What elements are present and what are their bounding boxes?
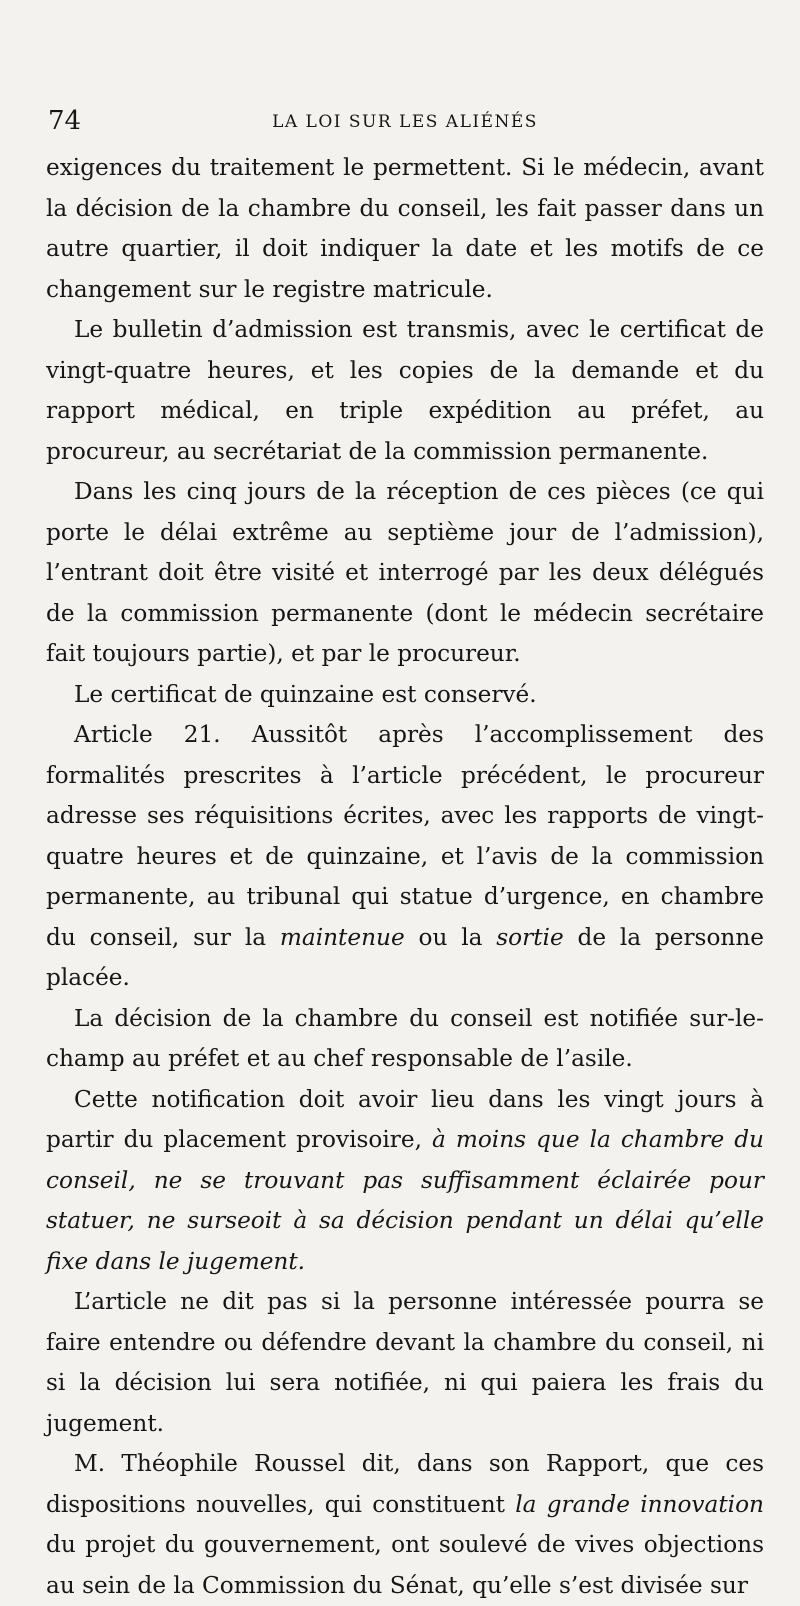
body-text xyxy=(46,148,764,1606)
paragraph xyxy=(46,310,764,472)
text-run: Le bulletin d’admission est transmis, avec le certificat de vingt-quatre heures, et les copies de la demande et du rapport médical, en triple expédition au préfet, au procureur, au secrétariat de la commission permanente. xyxy=(46,316,764,465)
paragraph xyxy=(46,1282,764,1444)
paragraph xyxy=(46,472,764,675)
text-run: Dans les cinq jours de la réception de ces pièces (ce qui porte le délai extrême au septième jour de l’admission), l’entrant doit être visité et interrogé par les deux délégués de la commission permanente (dont le médecin secrétaire fait toujours partie), et par le procureur. xyxy=(46,478,764,667)
paragraph xyxy=(46,675,764,716)
text-run: ou la xyxy=(404,923,497,951)
paragraph xyxy=(46,999,764,1080)
text-run: M. Théophile Roussel dit, dans son Rapport, que ces dispositions nouvelles, qui constituent xyxy=(46,1450,764,1518)
paragraph xyxy=(46,1444,764,1606)
paragraph xyxy=(46,715,764,999)
italic-run: sortie xyxy=(496,923,564,951)
italic-run: à moins que la chambre du conseil, ne se trouvant pas suffisamment éclairée pour statuer, ne surseoit à sa décision pendant un délai qu’elle fixe dans le jugement. xyxy=(46,1126,764,1275)
running-title: LA LOI SUR LES ALIÉNÉS xyxy=(272,112,538,132)
text-run: Article 21. Aussitôt après l’accomplissement des formalités prescrites à l’article précédent, le procureur adresse ses réquisitions écrites, avec les rapports de vingt-quatre heures et de quinzaine, et l’avis de la commission permanente, au tribunal qui statue d’urgence, en chambre du conseil, sur la xyxy=(46,721,764,951)
text-run: L’article ne dit pas si la personne intéressée pourra se faire entendre ou défendre devant la chambre du conseil, ni si la décision lui sera notifiée, ni qui paiera les frais du jugement. xyxy=(46,1288,764,1437)
page-number: 74 xyxy=(48,106,82,136)
page-header xyxy=(46,106,764,142)
paragraph xyxy=(46,148,764,310)
italic-run: la grande innovation xyxy=(515,1490,764,1518)
text-run: Cette notification doit avoir lieu dans les vingt jours à partir du placement provisoire, xyxy=(46,1085,764,1153)
text-run: de la personne placée. xyxy=(46,923,765,991)
text-run: Le certificat de quinzaine est conservé. xyxy=(74,680,537,708)
paragraph xyxy=(46,1080,764,1283)
text-run: La décision de la chambre du conseil est notifiée sur-le-champ au préfet et au chef responsable de l’asile. xyxy=(46,1004,764,1072)
text-run: exigences du traitement le permettent. Si le médecin, avant la décision de la chambre du conseil, les fait passer dans un autre quartier, il doit indiquer la date et les motifs de ce changement sur le registre matricule. xyxy=(46,154,764,303)
text-run: du projet du gouvernement, ont soulevé de vives objections au sein de la Commission du Sénat, qu’elle s’est divisée sur xyxy=(46,1531,764,1599)
italic-run: maintenue xyxy=(279,923,405,951)
